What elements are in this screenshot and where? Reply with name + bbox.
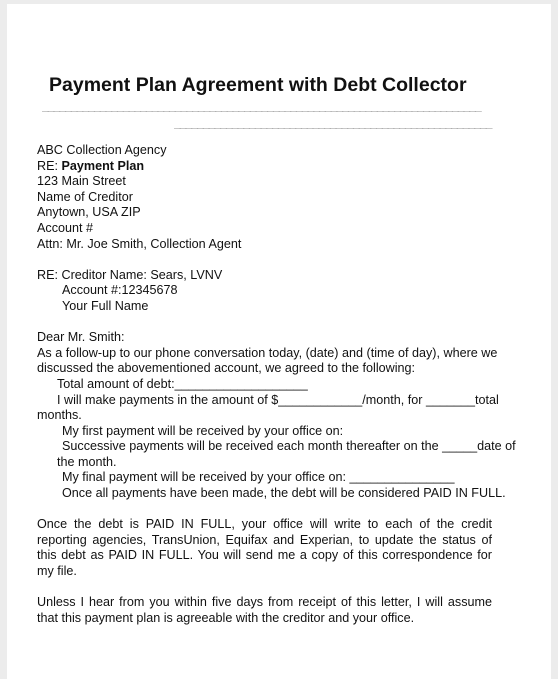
re-value: Payment Plan [61, 158, 145, 173]
signature-underline-1: ____________________________________________________________________________ [42, 100, 481, 112]
term-final-payment: My final payment will be received by your office on: _______________ [62, 470, 455, 485]
city-state-zip: Anytown, USA ZIP [37, 205, 141, 220]
re-label: RE: [37, 158, 62, 173]
document-page [7, 4, 551, 679]
re-line [37, 159, 492, 175]
term-successive: Successive payments will be received each month thereafter on the _____date of [62, 439, 516, 454]
creditor-name: Name of Creditor [37, 189, 133, 204]
salutation: Dear Mr. Smith: [37, 330, 125, 345]
document-title: Payment Plan Agreement with Debt Collector [49, 74, 467, 96]
term-first-payment: My first payment will be received by your office on: [62, 423, 344, 438]
reference-name: Your Full Name [62, 298, 149, 313]
reference-account: Account #:12345678 [62, 283, 178, 298]
attention-line: Attn: Mr. Joe Smith, Collection Agent [37, 236, 242, 251]
paragraph-credit-reporting: Once the debt is PAID IN FULL, your office will write to each of the credit reporting agencies, TransUnion, Equifax and Experian, to update the status of this debt as PAID IN FULL. You will send me a copy of this correspondence for my file. [37, 517, 492, 579]
term-payments: I will make payments in the amount of $____________/month, for _______total [57, 392, 499, 407]
reference-creditor: RE: Creditor Name: Sears, LVNV [37, 267, 223, 282]
intro-line-1: As a follow-up to our phone conversation today, (date) and (time of day), where we [37, 345, 498, 360]
term-total-debt: Total amount of debt:___________________ [57, 376, 308, 391]
account-number: Account # [37, 220, 94, 235]
agency-name: ABC Collection Agency [37, 143, 167, 157]
letter-body [37, 143, 516, 626]
term-payments-cont: months. [37, 408, 82, 423]
intro-line-2: discussed the abovementioned account, we agreed to the following: [37, 361, 416, 376]
signature-underline-2: _______________________________________________________ [174, 117, 492, 129]
street-address: 123 Main Street [37, 174, 126, 189]
term-successive-cont: the month. [57, 454, 117, 469]
paragraph-closing: Unless I hear from you within five days from receipt of this letter, I will assume that this payment plan is agreeable with the creditor and your office. [37, 595, 492, 625]
term-paid-in-full: Once all payments have been made, the debt will be considered PAID IN FULL. [62, 486, 506, 501]
